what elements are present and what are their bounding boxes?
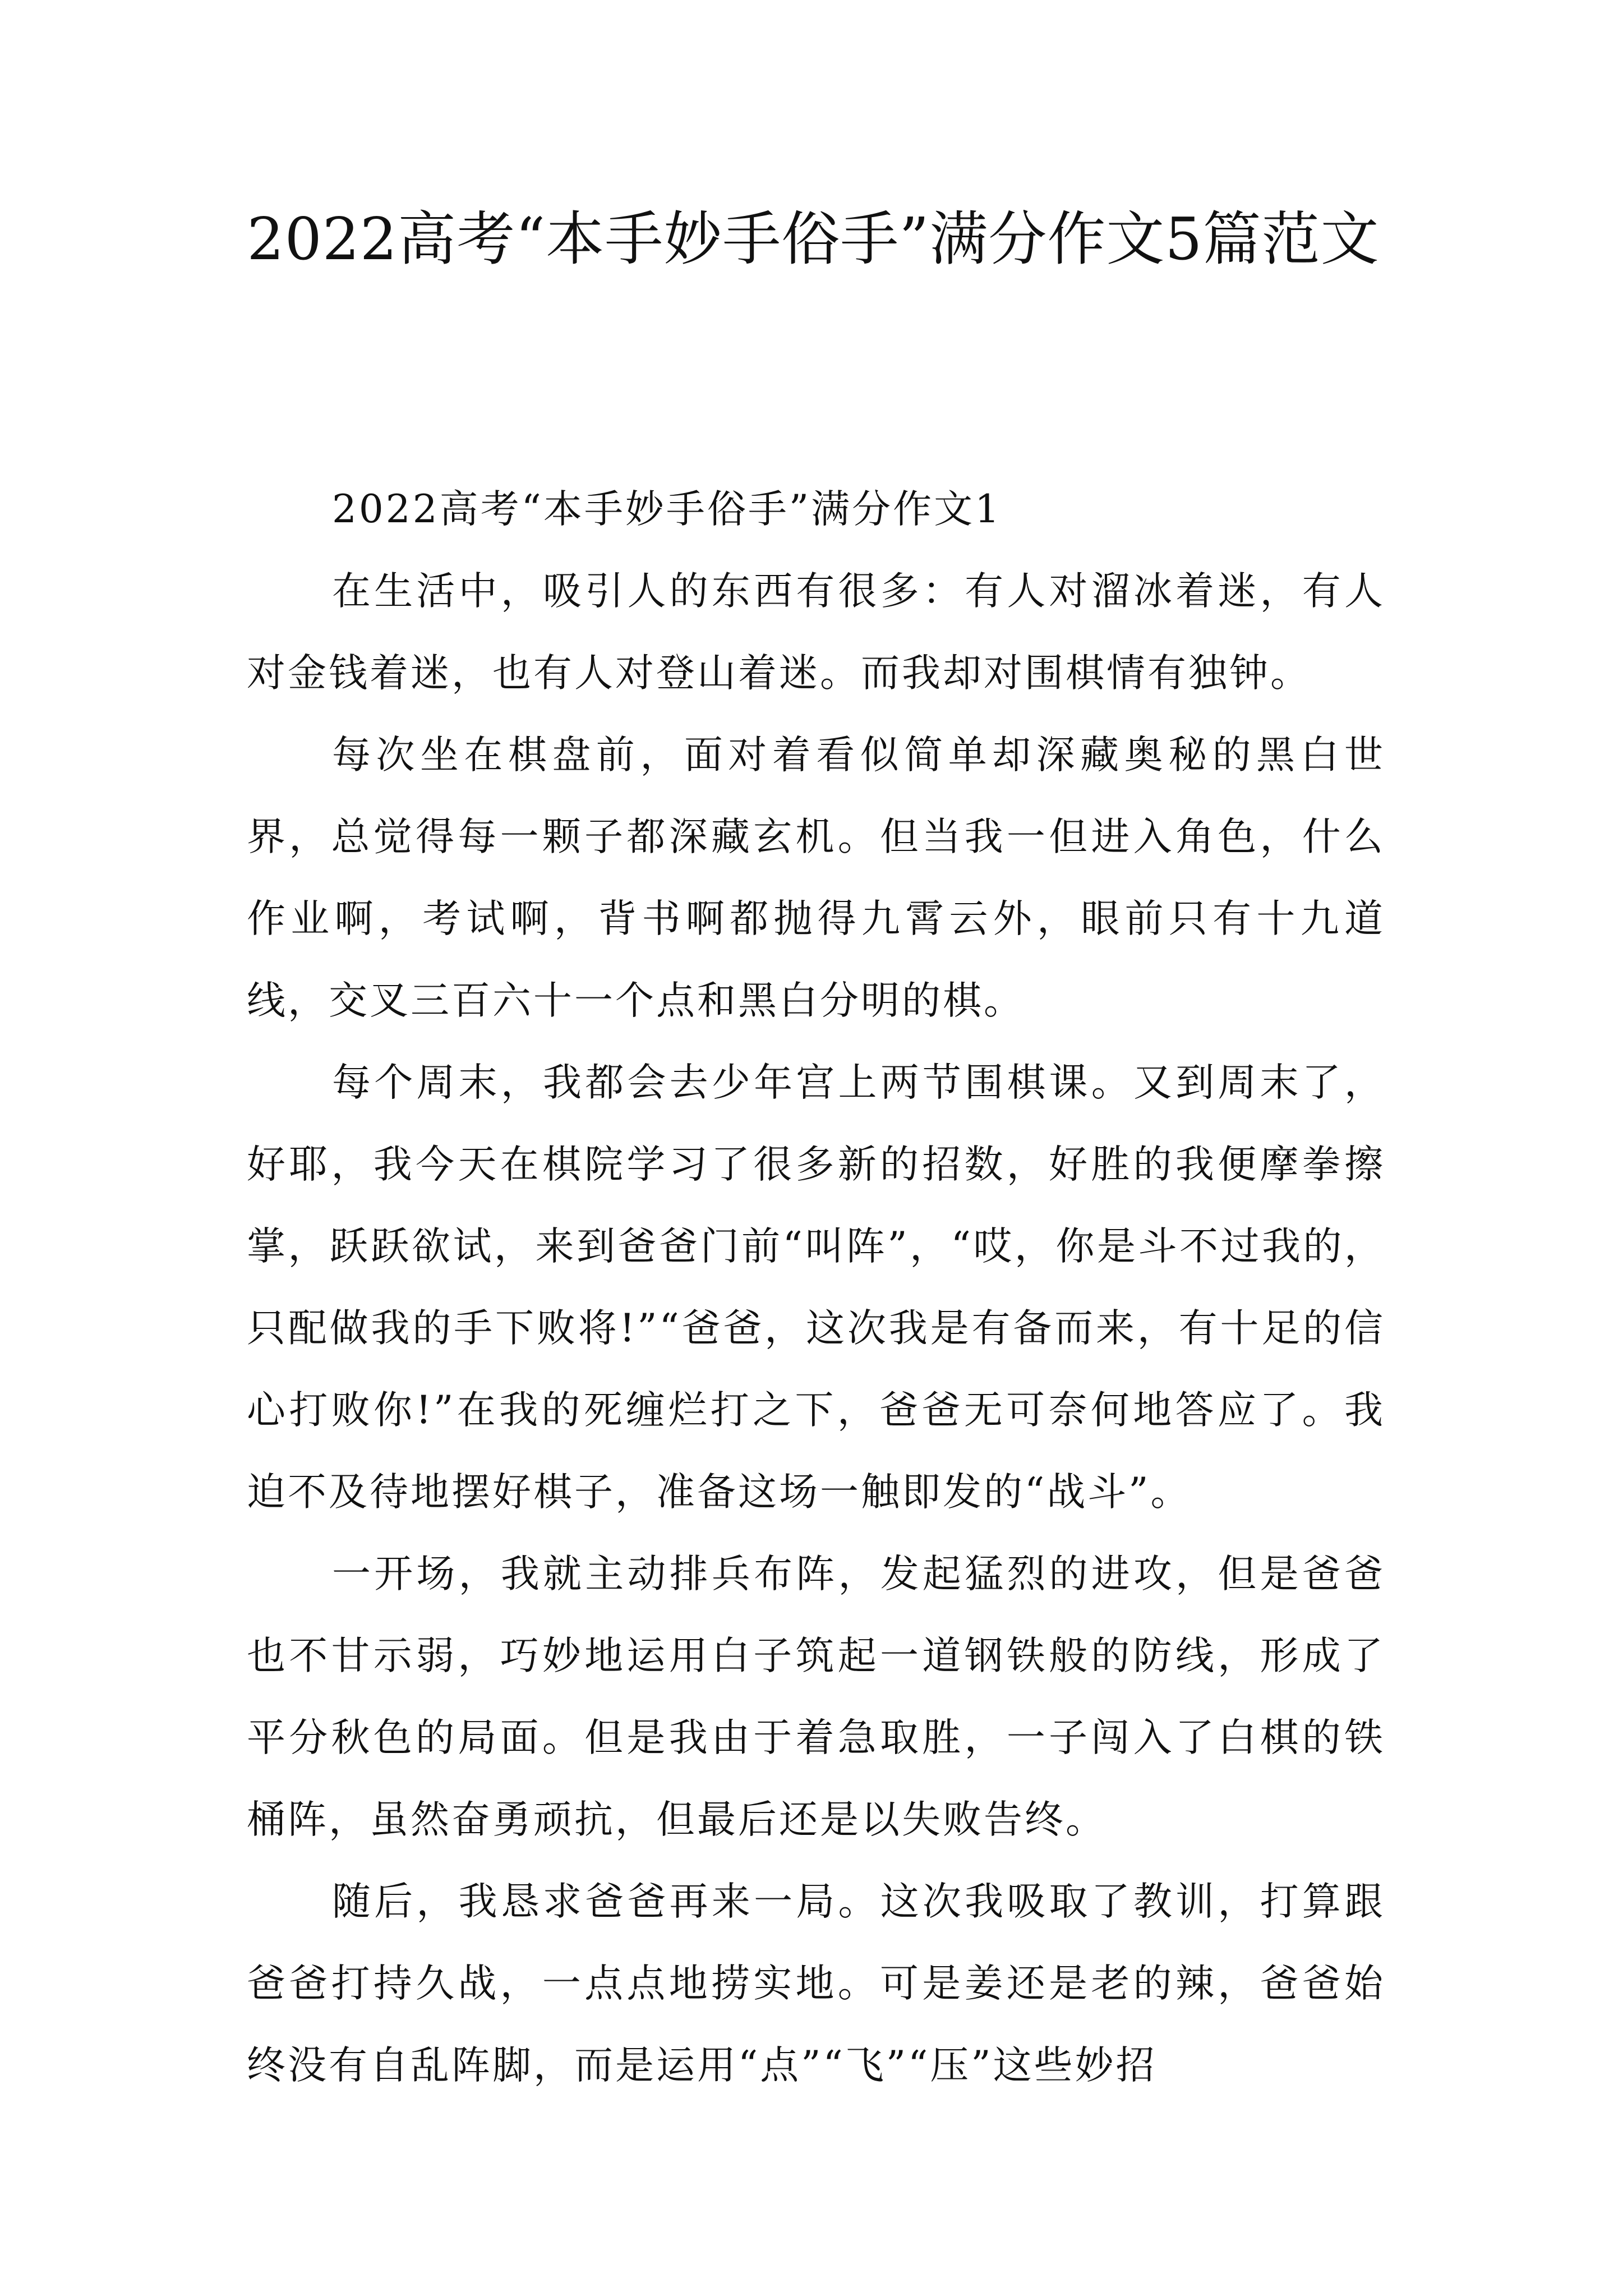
paragraph-5: 随后，我恳求爸爸再来一局。这次我吸取了教训，打算跟爸爸打持久战，一点点地捞实地。可是姜还是老的辣，爸爸始终没有自乱阵脚，而是运用“点”“飞”“压”这些妙招 — [247, 1879, 1385, 2088]
paragraph-1: 在生活中，吸引人的东西有很多：有人对溜冰着迷，有人对金钱着迷，也有人对登山着迷。而我却对围棋情有独钟。 — [247, 569, 1385, 696]
section-heading: 2022高考“本手妙手俗手”满分作文1 — [332, 487, 1002, 532]
paragraph-2: 每次坐在棋盘前，面对着看似简单却深藏奥秘的黑白世界，总觉得每一颗子都深藏玄机。但当我一但进入角色，什么作业啊，考试啊，背书啊都抛得九霄云外，眼前只有十九道线，交叉三百六十一个点和黑白分明的棋。 — [247, 733, 1385, 1023]
document-body — [247, 468, 1385, 2106]
paragraph-4: 一开场，我就主动排兵布阵，发起猛烈的进攻，但是爸爸也不甘示弱，巧妙地运用白子筑起一道钢铁般的防线，形成了平分秋色的局面。但是我由于着急取胜，一子闯入了白棋的铁桶阵，虽然奋勇顽抗，但最后还是以失败告终。 — [247, 1552, 1385, 1842]
paragraph-3: 每个周末，我都会去少年宫上两节围棋课。又到周末了，好耶，我今天在棋院学习了很多新的招数，好胜的我便摩拳擦掌，跃跃欲试，来到爸爸门前“叫阵”，“哎，你是斗不过我的，只配做我的手下败将!”“爸爸，这次我是有备而来，有十足的信心打败你!”在我的死缠烂打之下，爸爸无可奈何地答应了。我迫不及待地摆好棋子，准备这场一触即发的“战斗”。 — [247, 1060, 1385, 1515]
document-title: 2022高考“本手妙手俗手”满分作文5篇范文 — [247, 205, 1380, 273]
